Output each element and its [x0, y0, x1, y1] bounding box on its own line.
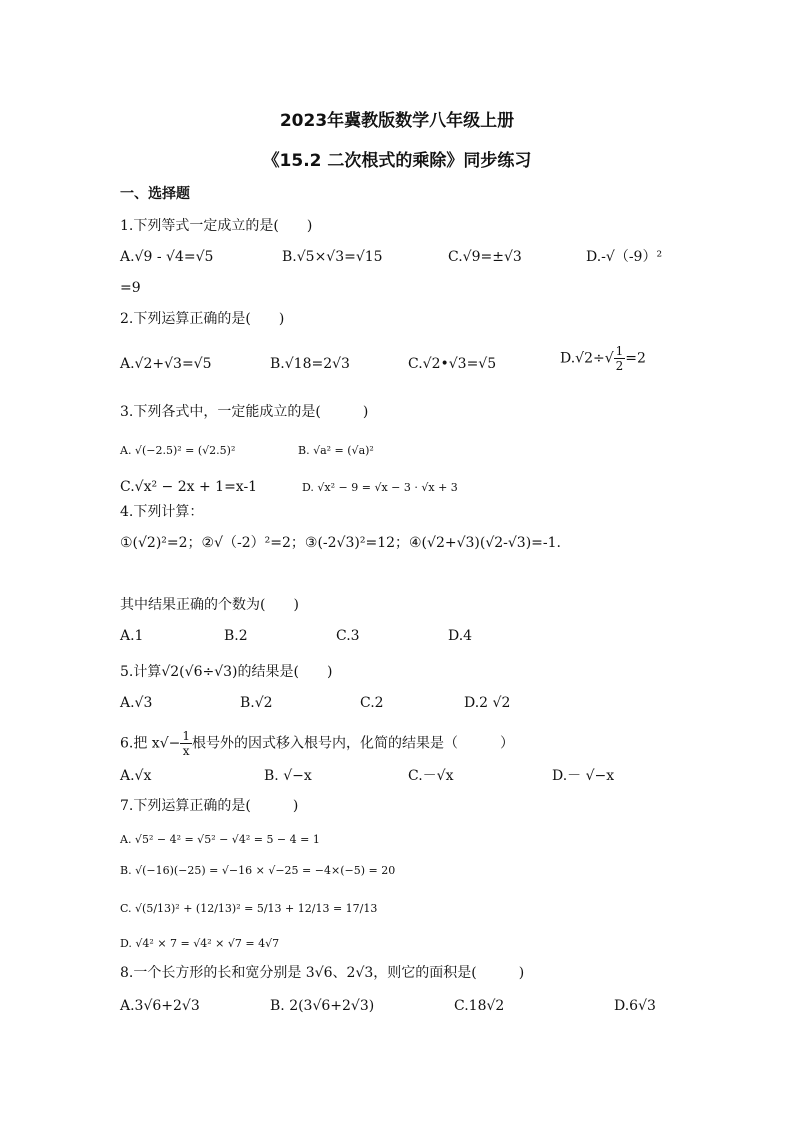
question-7-stem: 7.下列运算正确的是( )	[120, 798, 299, 814]
q4-option-a: A.1	[120, 628, 144, 644]
q1-option-c: C.√9=±√3	[448, 249, 522, 265]
q8-option-d: D.6√3	[614, 998, 656, 1014]
q6-option-c: C.－√x	[408, 768, 454, 784]
section-heading: 一、选择题	[120, 186, 190, 202]
q2-option-d: D.√2÷√ $\frac{1}{2}$ =2	[560, 344, 646, 373]
question-4-stem: 4.下列计算：	[120, 504, 204, 520]
q3-option-b: B. √a² = (√a)²	[298, 444, 374, 457]
question-4-ask: 其中结果正确的个数为( )	[120, 597, 299, 613]
q7-option-a: A. √5² − 4² = √5² − √4² = 5 − 4 = 1	[120, 833, 320, 846]
q5-option-b: B.√2	[240, 695, 273, 711]
q1-option-d-continued: =9	[120, 280, 141, 296]
question-6-stem: 6.把 x√− $\frac{1}{x}$ 根号外的因式移入根号内，化简的结果是（ ）	[120, 729, 514, 758]
q7-option-c: C. √(5/13)² + (12/13)² = 5/13 + 12/13 = 17/13	[120, 902, 378, 915]
q3-option-c: C.√x² − 2x + 1=x-1	[120, 479, 258, 495]
q4-option-c: C.3	[336, 628, 360, 644]
question-5-stem: 5.计算√2(√6÷√3)的结果是( )	[120, 664, 333, 680]
q5-option-a: A.√3	[120, 695, 153, 711]
q2-option-a: A.√2+√3=√5	[120, 356, 212, 372]
q4-option-b: B.2	[224, 628, 248, 644]
q3-option-a: A. √(−2.5)² = (√2.5)²	[120, 444, 236, 457]
q7-option-d: D. √4² × 7 = √4² × √7 = 4√7	[120, 937, 280, 950]
question-3-stem: 3.下列各式中，一定能成立的是( )	[120, 404, 369, 420]
q6-fraction: $\frac{1}{x}$	[182, 729, 190, 758]
q1-option-a: A.√9 - √4=√5	[120, 249, 214, 265]
q6-option-a: A.√x	[120, 768, 152, 784]
q8-option-c: C.18√2	[454, 998, 505, 1014]
q7-option-b: B. √(−16)(−25) = √−16 × √−25 = −4×(−5) = 20	[120, 864, 396, 877]
q6-option-d: D.－ √−x	[552, 768, 615, 784]
q6-option-b: B. √−x	[264, 768, 312, 784]
q1-option-d: D.-√（-9）²	[586, 249, 663, 265]
q5-option-c: C.2	[360, 695, 384, 711]
q2-d-fraction: $\frac{1}{2}$	[615, 344, 624, 373]
q8-option-a: A.3√6+2√3	[120, 998, 200, 1014]
question-8-stem: 8.一个长方形的长和宽分别是 3√6、2√3，则它的面积是( )	[120, 965, 525, 981]
question-2-stem: 2.下列运算正确的是( )	[120, 311, 285, 327]
q4-option-d: D.4	[448, 628, 473, 644]
q8-option-b: B. 2(3√6+2√3)	[270, 998, 375, 1014]
q2-option-b: B.√18=2√3	[270, 356, 350, 372]
q1-option-b: B.√5×√3=√15	[282, 249, 383, 265]
q5-option-d: D.2 √2	[464, 695, 511, 711]
q2-option-c: C.√2•√3=√5	[408, 356, 497, 372]
document-title: 2023年冀教版数学八年级上册	[279, 111, 515, 131]
document-subtitle: 《15.2 二次根式的乘除》同步练习	[262, 151, 532, 171]
question-4-items: ①(√2)²=2；②√（-2）²=2；③(-2√3)²=12；④(√2+√3)(√2-√3)=-1.	[120, 535, 561, 551]
question-1-stem: 1.下列等式一定成立的是( )	[120, 218, 313, 234]
q3-option-d: D. √x² − 9 = √x − 3 · √x + 3	[302, 481, 458, 494]
